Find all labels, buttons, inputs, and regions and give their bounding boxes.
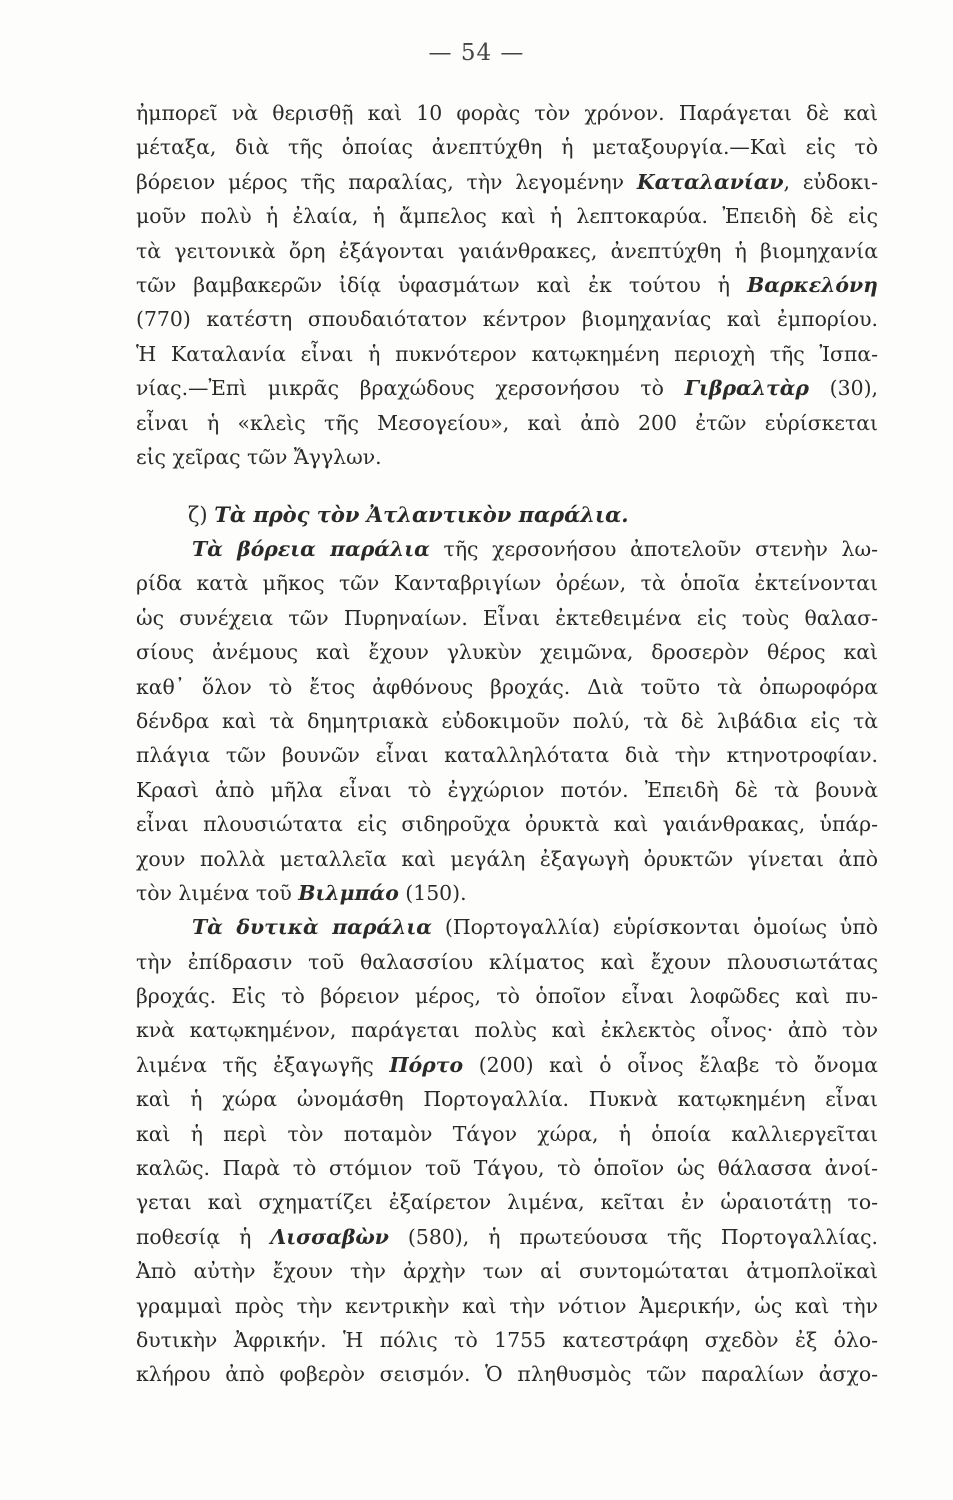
place-name-lisbon: Λισσαβὼν xyxy=(270,1224,389,1249)
text-line: κνὰ κατῳκημένον, παράγεται πολὺς καὶ ἐκλεκτὸς οἶνος· ἀπὸ τὸν xyxy=(136,1018,878,1043)
text-run: βόρειον μέρος τῆς παραλίας, τὴν λεγομένην xyxy=(136,169,637,194)
text-run: , εὐδοκι- xyxy=(783,169,878,194)
text-line: ἠμπορεῖ νὰ θερισθῇ καὶ 10 φορὰς τὸν χρόνον. Παράγεται δὲ καὶ xyxy=(136,101,878,125)
text-line: Κρασὶ ἀπὸ μῆλα εἶναι τὸ ἐγχώριον ποτόν. Ἐπειδὴ δὲ τὰ βουνὰ xyxy=(136,777,878,802)
text-line: ρίδα κατὰ μῆκος τῶν Κανταβριγίων ὀρέων, τὰ ὁποῖα ἐκτείνονται xyxy=(136,571,878,596)
text-line: (770) κατέστη σπουδαιότατον κέντρον βιομηχανίας καὶ ἐμπορίου. xyxy=(136,307,878,332)
place-name-barcelona: Βαρκελόνη xyxy=(746,272,878,297)
text-line: γραμμαὶ πρὸς τὴν κεντρικὴν καὶ τὴν νότιον Ἀμερικήν, ὡς καὶ τὴν xyxy=(136,1293,878,1318)
text-line xyxy=(136,910,878,944)
text-line: εἰς χεῖρας τῶν Ἄγγλων. xyxy=(136,444,382,469)
text-line xyxy=(136,876,878,910)
text-line: εἶναι πλουσιώτατα εἰς σιδηροῦχα ὀρυκτὰ καὶ γαιάνθρακας, ὑπάρ- xyxy=(136,812,878,837)
text-line xyxy=(136,1048,878,1082)
place-name-bilbao: Βιλμπάο xyxy=(298,880,399,905)
text-run: (Πορτογαλλία) εὑρίσκονται ὁμοίως ὑπὸ xyxy=(431,915,878,940)
place-name-catalonia: Καταλανίαν xyxy=(636,169,784,194)
section-heading xyxy=(188,498,629,532)
text-line: κλήρου ἀπὸ φοβερὸν σεισμόν. Ὁ πληθυσμὸς τῶν παραλίων ἀσχο- xyxy=(136,1362,878,1387)
section-title: Τὰ πρὸς τὸν Ἀτλαντικὸν παράλια. xyxy=(214,502,629,527)
paragraph-catalonia xyxy=(136,96,878,474)
text-run: (30), xyxy=(808,376,879,401)
text-line: πλάγια τῶν βουνῶν εἶναι καταλληλότατα διὰ τὴν κτηνοτροφίαν. xyxy=(136,743,878,768)
text-line: καλῶς. Παρὰ τὸ στόμιον τοῦ Τάγου, τὸ ὁποῖον ὡς θάλασσα ἀνοί- xyxy=(136,1156,878,1181)
place-name-porto: Πόρτο xyxy=(389,1052,464,1077)
text-line xyxy=(136,1220,878,1254)
text-line xyxy=(136,371,878,405)
text-line: βροχάς. Εἰς τὸ βόρειον μέρος, τὸ ὁποῖον εἶναι λοφῶδες καὶ πυ- xyxy=(136,984,878,1009)
text-line: γεται καὶ σχηματίζει ἐξαίρετον λιμένα, κεῖται ἐν ὡραιοτάτῃ το- xyxy=(136,1190,878,1215)
text-line: τὰ γειτονικὰ ὄρη ἐξάγονται γαιάνθρακες, ἀνεπτύχθη ἡ βιομηχανία xyxy=(136,238,878,263)
text-line xyxy=(136,268,878,302)
text-run: λιμένα τῆς ἐξαγωγῆς xyxy=(136,1052,390,1077)
text-run: τὸν λιμένα τοῦ xyxy=(136,880,299,905)
text-run: (200) καὶ ὁ οἶνος ἔλαβε τὸ ὄνομα xyxy=(463,1052,878,1077)
text-line: καὶ ἡ περὶ τὸν ποταμὸν Τάγον χώρα, ἡ ὁποία καλλιεργεῖται xyxy=(136,1121,878,1146)
text-line: δένδρα καὶ τὰ δημητριακὰ εὐδοκιμοῦν πολύ, τὰ δὲ λιβάδια εἰς τὰ xyxy=(136,708,878,733)
text-line: ὡς συνέχεια τῶν Πυρηναίων. Εἶναι ἐκτεθειμένα εἰς τοὺς θαλασ- xyxy=(136,605,878,630)
text-line: μέταξα, διὰ τῆς ὁποίας ἀνεπτύχθη ἡ μεταξουργία.—Καὶ εἰς τὸ xyxy=(136,135,878,160)
text-line: σίους ἀνέμους καὶ ἔχουν γλυκὺν χειμῶνα, δροσερὸν θέρος καὶ xyxy=(136,640,878,665)
text-line: μοῦν πολὺ ἡ ἐλαία, ἡ ἄμπελος καὶ ἡ λεπτοκαρύα. Ἐπειδὴ δὲ εἰς xyxy=(136,204,878,229)
text-line: τὴν ἐπίδρασιν τοῦ θαλασσίου κλίματος καὶ ἔχουν πλουσιωτάτας xyxy=(136,949,878,974)
place-name-gibraltar: Γιβραλτὰρ xyxy=(684,376,809,401)
page-number: — 54 — xyxy=(428,40,525,66)
text-run: νίας.—Ἐπὶ μικρᾶς βραχώδους χερσονήσου τὸ xyxy=(136,376,685,401)
text-run: τῆς χερσονήσου ἀποτελοῦν στενὴν λω- xyxy=(429,537,878,561)
text-line xyxy=(136,532,878,566)
text-run: τῶν βαμβακερῶν ἰδίᾳ ὑφασμάτων καὶ ἐκ τούτου ἡ xyxy=(136,272,747,297)
subheading-north-coast: Τὰ βόρεια παράλια xyxy=(192,537,430,561)
text-line: δυτικὴν Ἀφρικήν. Ἡ πόλις τὸ 1755 κατεστράφη σχεδὸν ἐξ ὁλο- xyxy=(136,1327,878,1352)
subheading-west-coast: Τὰ δυτικὰ παράλια xyxy=(192,915,432,940)
text-line xyxy=(136,165,878,199)
text-line: καὶ ἡ χώρα ὠνομάσθη Πορτογαλλία. Πυκνὰ κατῳκημένη εἶναι xyxy=(136,1087,878,1112)
text-line: Ἀπὸ αὐτὴν ἔχουν τὴν ἀρχὴν των αἱ συντομώταται ἀτμοπλοϊκαὶ xyxy=(136,1259,878,1284)
text-run: ποθεσίᾳ ἡ xyxy=(136,1224,271,1249)
text-line: χουν πολλὰ μεταλλεῖα καὶ μεγάλη ἐξαγωγὴ ὀρυκτῶν γίνεται ἀπὸ xyxy=(136,846,878,871)
text-line: εἶναι ἡ «κλεὶς τῆς Μεσογείου», καὶ ἀπὸ 200 ἐτῶν εὑρίσκεται xyxy=(136,410,878,435)
section-letter: ζ) xyxy=(188,503,215,527)
paragraphs-atlantic xyxy=(136,532,878,1392)
text-line: Ἡ Καταλανία εἶναι ἡ πυκνότερον κατῳκημένη περιοχὴ τῆς Ἰσπα- xyxy=(136,341,878,366)
text-run: (150). xyxy=(398,880,467,905)
text-line: καθ᾽ ὅλον τὸ ἔτος ἀφθόνους βροχάς. Διὰ τοῦτο τὰ ὀπωροφόρα xyxy=(136,674,878,699)
text-run: (580), ἡ πρωτεύουσα τῆς Πορτογαλλίας. xyxy=(388,1224,878,1249)
